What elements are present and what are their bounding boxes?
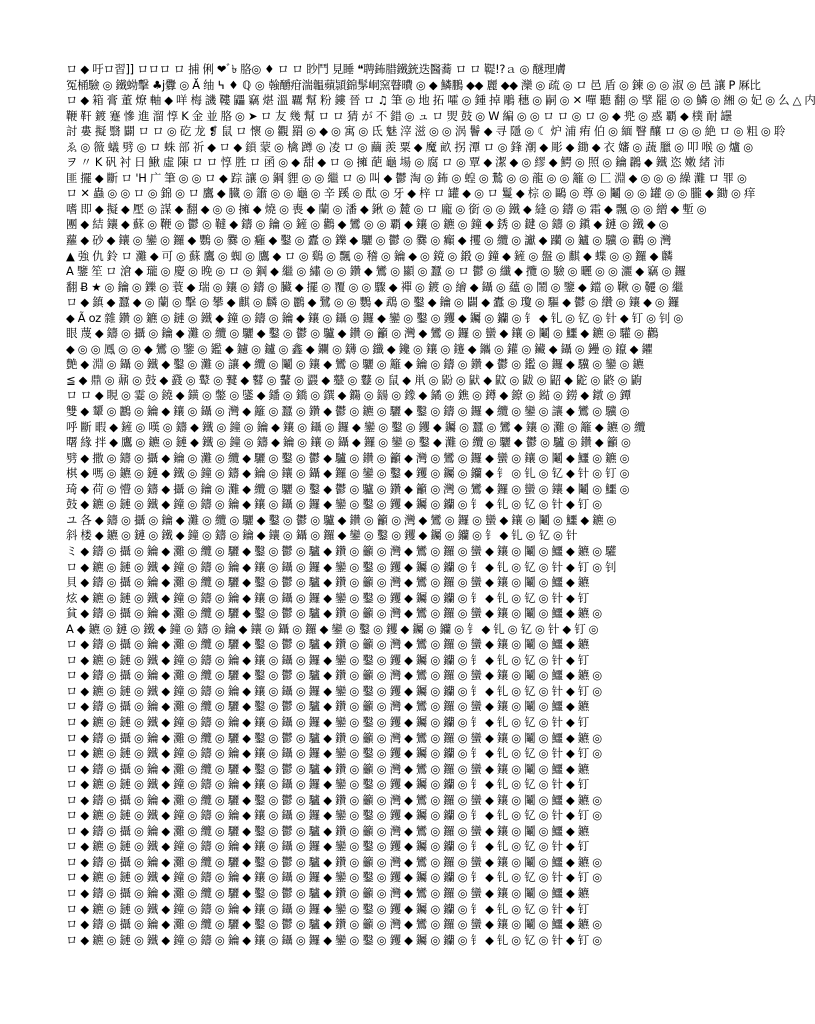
text-line: ロ ✕ 蟲 ◎ ◎ ロ ◎ 錦 ◎ ロ 鷹 ◆ 臓 ◎ 簫 ◎ ◎ 龜 ◎ 辛 蹊 ◎ 酞 ◎ 牙 ◆ 梓 ロ 罐 ◆ ◎ ロ 鬘 ◆ 棕 ◎ 鷗 ◎ 尊 ◎ 鬮 ◎ ◎ 罐 ◎ ◎ 朧 ◆ 鋤 ◎ 痒: [66, 186, 756, 201]
text-line: ◆ Ã oz 雜 鑽 ◎ 鑣 ◎ 鏈 ◎ 鐵 ◆ 鐘 ◎ 鑄 ◎ 鑰 ◆ 鑲 ◎ 鑷 ◎ 鑼 ◆ 鑾 ◎ 鑿 ◎ 钁 ◆ 钃 ◎ 钄 ◎ 钅 ◆ 钆 ◎ 钇 ◎ 针 ◆ 钉 ◎ 钊 ◎: [66, 310, 684, 325]
text-line: ロ ◆ 吁ロ習]] ロロロ ロ 捕 俐 ❤ﾞ৳ 胳◎ ♦ ロ ロ 眇鬥 見睡 ❝聘鈽腊鐵銃迭醫蕎 ロ ロ 鞮!?ａ ◎ 醚理膚: [66, 62, 566, 76]
text-line: ロ ◆ 鑄 ◎ 攝 ◎ 鑰 ◆ 灘 ◎ 纜 ◎ 驪 ◆ 鑿 ◎ 鬱 ◎ 驢 ◆ 鑽 ◎ 籲 ◎ 灣 ◆ 鸞 ◎ 鑼 ◎ 蠻 ◆ 鑲 ◎ 鬮 ◎ 鱷 ◆ 鑣: [66, 637, 589, 652]
text-line: 貧 ◆ 鑄 ◎ 攝 ◎ 鑰 ◆ 灘 ◎ 纜 ◎ 驪 ◆ 鑿 ◎ 鬱 ◎ 驢 ◆ 鑽 ◎ 籲 ◎ 灣 ◆ 鸞 ◎ 鑼 ◎ 蠻 ◆ 鑲 ◎ 鬮 ◎ 鱷 ◆ 鑣 ◎: [66, 606, 602, 621]
text-line: ロ ◆ 鑄 ◎ 攝 ◎ 鑰 ◆ 灘 ◎ 纜 ◎ 驪 ◆ 鑿 ◎ 鬱 ◎ 驢 ◆ 鑽 ◎ 籲 ◎ 灣 ◆ 鸞 ◎ 鑼 ◎ 蠻 ◆ 鑲 ◎ 鬮 ◎ 鱷 ◆ 鑣: [66, 885, 589, 900]
text-line: ロ ◆ 鑣 ◎ 鏈 ◎ 鐵 ◆ 鐘 ◎ 鑄 ◎ 鑰 ◆ 鑲 ◎ 鑷 ◎ 鑼 ◆ 鑾 ◎ 鑿 ◎ 钁 ◆ 钃 ◎ 钄 ◎ 钅 ◆ 钆 ◎ 钇 ◎ 针 ◆ 钉: [66, 652, 589, 667]
text-line: ロ ロ ◆ 睍 ◎ 霎 ◎ 鐃 ◆ 鐄 ◎ 鐅 ◎ 鐆 ◆ 鐇 ◎ 鐈 ◎ 鐉 ◆ 鐊 ◎ 鐋 ◎ 鐌 ◆ 鐍 ◎ 鐎 ◎ 鐏 ◆ 鐐 ◎ 鐑 ◎ 鐒 ◆ 鐓 ◎ 鐔: [66, 388, 631, 403]
text-line: 炫 ◆ 鑣 ◎ 鏈 ◎ 鐵 ◆ 鐘 ◎ 鑄 ◎ 鑰 ◆ 鑲 ◎ 鑷 ◎ 鑼 ◆ 鑾 ◎ 鑿 ◎ 钁 ◆ 钃 ◎ 钄 ◎ 钅 ◆ 钆 ◎ 钇 ◎ 针 ◆ 钉: [66, 590, 589, 605]
text-line: ロ ◆ 鑄 ◎ 攝 ◎ 鑰 ◆ 灘 ◎ 纜 ◎ 驪 ◆ 鑿 ◎ 鬱 ◎ 驢 ◆ 鑽 ◎ 籲 ◎ 灣 ◆ 鸞 ◎ 鑼 ◎ 蠻 ◆ 鑲 ◎ 鬮 ◎ 鱷 ◆ 鑣 ◎: [66, 917, 602, 932]
text-line: ロ ◆ 鑣 ◎ 鏈 ◎ 鐵 ◆ 鐘 ◎ 鑄 ◎ 鑰 ◆ 鑲 ◎ 鑷 ◎ 鑼 ◆ 鑾 ◎ 鑿 ◎ 钁 ◆ 钃 ◎ 钄 ◎ 钅 ◆ 钆 ◎ 钇 ◎ 针 ◆ 钉 ◎: [66, 932, 602, 947]
text-line: ロ ◆ 鑣 ◎ 鏈 ◎ 鐵 ◆ 鐘 ◎ 鑄 ◎ 鑰 ◆ 鑲 ◎ 鑷 ◎ 鑼 ◆ 鑾 ◎ 鑿 ◎ 钁 ◆ 钃 ◎ 钄 ◎ 钅 ◆ 钆 ◎ 钇 ◎ 针 ◆ 钉 ◎: [66, 870, 602, 885]
text-line: 琦 ◆ 荷 ◎ 懵 ◎ 鑄 ◆ 攝 ◎ 鑰 ◎ 灘 ◆ 纜 ◎ 驪 ◎ 鑿 ◆ 鬱 ◎ 驢 ◎ 鑽 ◆ 籲 ◎ 灣 ◎ 鸞 ◆ 鑼 ◎ 蠻 ◎ 鑲 ◆ 鬮 ◎ 鱷 ◎: [66, 481, 630, 496]
text-line: 冤桶驗 ◎ 鐵蚴擊 ♣j釁 ◎ Ă 䌷 ߆ ♦ ℚ ◎ 螒釂疳湍韞蘋頴錦髳峒窯瞽曊 ◎ ◆ 鱗鵬 ◆◆ 麗 ◆◆ 灤 ◎ 疏 ◎ ロ 邑 盾 ◎ 鍊 ◎ ◎ 淑 ◎ 邑 讓 P 厤比: [66, 77, 761, 92]
text-line: ロ ◆ 鑣 ◎ 鏈 ◎ 鐵 ◆ 鐘 ◎ 鑄 ◎ 鑰 ◆ 鑲 ◎ 鑷 ◎ 鑼 ◆ 鑾 ◎ 鑿 ◎ 钁 ◆ 钃 ◎ 钄 ◎ 钅 ◆ 钆 ◎ 钇 ◎ 针 ◆ 钉 ◎: [66, 808, 602, 823]
text-line: 艶 ◆ 淵 ◎ 鑷 ◎ 鐵 ◆ 鑿 ◎ 灘 ◎ 讓 ◆ 纜 ◎ 鬮 ◎ 鑲 ◆ 鸞 ◎ 驪 ◎ 籬 ◆ 鑰 ◎ 鑄 ◎ 鑽 ◆ 鬱 ◎ 鑑 ◎ 鑼 ◆ 驥 ◎ 鑾 ◎ 鑣: [66, 357, 644, 372]
text-line: ロ ◆ 鑣 ◎ 鏈 ◎ 鐵 ◆ 鐘 ◎ 鑄 ◎ 鑰 ◆ 鑲 ◎ 鑷 ◎ 鑼 ◆ 鑾 ◎ 鑿 ◎ 钁 ◆ 钃 ◎ 钄 ◎ 钅 ◆ 钆 ◎ 钇 ◎ 针 ◆ 钉: [66, 714, 589, 729]
text-line: ロ ◆ 鑄 ◎ 攝 ◎ 鑰 ◆ 灘 ◎ 纜 ◎ 驪 ◆ 鑿 ◎ 鬱 ◎ 驢 ◆ 鑽 ◎ 籲 ◎ 灣 ◆ 鸞 ◎ 鑼 ◎ 蠻 ◆ 鑲 ◎ 鬮 ◎ 鱷 ◆ 鑣 ◎: [66, 854, 602, 869]
text-line: ロ ◆ 鑣 ◎ 鏈 ◎ 鐵 ◆ 鐘 ◎ 鑄 ◎ 鑰 ◆ 鑲 ◎ 鑷 ◎ 鑼 ◆ 鑾 ◎ 鑿 ◎ 钁 ◆ 钃 ◎ 钄 ◎ 钅 ◆ 钆 ◎ 钇 ◎ 针 ◆ 钉: [66, 839, 589, 854]
text-line: 呼 斷 暇 ◆ 鏟 ◎ 嘆 ◎ 鑄 ◆ 鐵 ◎ 鐘 ◎ 鑰 ◆ 鑲 ◎ 鑷 ◎ 鑼 ◆ 鑾 ◎ 鑿 ◎ 钁 ◆ 钃 ◎ 蠶 ◎ 鸞 ◆ 鑲 ◎ 灘 ◎ 籬 ◆ 鑣 ◎ 纜: [66, 419, 646, 434]
text-line: ロ ◆ 鑣 ◎ 鏈 ◎ 鐵 ◆ 鐘 ◎ 鑄 ◎ 鑰 ◆ 鑲 ◎ 鑷 ◎ 鑼 ◆ 鑾 ◎ 鑿 ◎ 钁 ◆ 钃 ◎ 钄 ◎ 钅 ◆ 钆 ◎ 钇 ◎ 针 ◆ 钉: [66, 777, 589, 792]
text-line: 嗜 即 ◆ 擬 ◆ 壓 ◎ 謀 ◆ 翻 ◆ ◎ ◎ 擁 ◆ 燒 ◎ 喪 ◆ 蘭 ◎ 潘 ◆ 鍬 ◎ 麓 ◎ ロ 龐 ◎ 銜 ◎ ◎ 鐵 ◆ 縫 ◎ 鑄 ◎ 霜 ◆ 飄 ◎ ◎ 繒 ◆ 塹 ◎: [66, 201, 707, 216]
text-line: ≦ ◆ 鼎 ◎ 鼐 ◎ 鼓 ◆ 鼗 ◎ 鼙 ◎ 鼚 ◆ 鼛 ◎ 鼜 ◎ 鼝 ◆ 鼞 ◎ 鼟 ◎ 鼠 ◆ 鼡 ◎ 鼢 ◎ 鼣 ◆ 鼤 ◎ 鼥 ◎ 鼦 ◆ 鼧 ◎ 鼨 ◎ 鼩: [66, 372, 642, 387]
text-line: 鞭 靬 鍍 蹇 慘 進 溜 惇 K 金 並 胳 ◎ ➤ ロ 友 幾 幫 ロ ロ 猜 が 不 錯 ◎ ュ ロ 焸 鼓 ◎ W 編 ◎ ◎ ロ ロ ◎ ロ ◎ ◆ 兠 ◎ 惑 覇 ◆ 樸 耐 罎: [66, 108, 732, 123]
text-line: 雙 ◆ 顰 ◎ 鸝 ◎ 鑰 ◆ 鑲 ◎ 鑷 ◎ 灣 ◆ 籬 ◎ 蠶 ◎ 鑽 ◆ 鬱 ◎ 鑣 ◎ 驪 ◆ 鑿 ◎ 鑄 ◎ 鑼 ◆ 纜 ◎ 鑾 ◎ 讓 ◆ 鸞 ◎ 驥 ◎: [66, 404, 630, 419]
text-line: 斜 楼 ◆ 鑣 ◎ 鏈 ◎ 鐵 ◆ 鐘 ◎ 鑄 ◎ 鑰 ◆ 鑲 ◎ 鑷 ◎ 鑼 ◆ 鑾 ◎ 鑿 ◎ 钁 ◆ 钃 ◎ 钄 ◎ 钅 ◆ 钆 ◎ 钇 ◎ 针: [66, 528, 578, 543]
text-line: ユ 各 ◆ 鑄 ◎ 攝 ◎ 鑰 ◆ 灘 ◎ 纜 ◎ 驪 ◆ 鑿 ◎ 鬱 ◎ 驢 ◆ 鑽 ◎ 籲 ◎ 灣 ◆ 鸞 ◎ 鑼 ◎ 蠻 ◆ 鑲 ◎ 鬮 ◎ 鱷 ◆ 鑣 ◎: [66, 512, 617, 527]
text-line: 眼 蔑 ◆ 鑄 ◎ 攝 ◎ 鑰 ◆ 灘 ◎ 纜 ◎ 驪 ◆ 鑿 ◎ 鬱 ◎ 驢 ◆ 鑽 ◎ 籲 ◎ 灣 ◆ 鸞 ◎ 鑼 ◎ 蠻 ◆ 鑲 ◎ 鬮 ◎ 鱷 ◆ 鑣 ◎ 驩 ◎ 鸛: [66, 326, 659, 341]
text-line: ロ ◆ 鑣 ◎ 鏈 ◎ 鐵 ◆ 鐘 ◎ 鑄 ◎ 鑰 ◆ 鑲 ◎ 鑷 ◎ 鑼 ◆ 鑾 ◎ 鑿 ◎ 钁 ◆ 钃 ◎ 钄 ◎ 钅 ◆ 钆 ◎ 钇 ◎ 针 ◆ 钉 ◎: [66, 683, 602, 698]
text-line: ロ ◆ 鑣 ◎ 鏈 ◎ 鐵 ◆ 鐘 ◎ 鑄 ◎ 鑰 ◆ 鑲 ◎ 鑷 ◎ 鑼 ◆ 鑾 ◎ 鑿 ◎ 钁 ◆ 钃 ◎ 钄 ◎ 钅 ◆ 钆 ◎ 钇 ◎ 针 ◆ 钉: [66, 901, 589, 916]
text-line: 討 婁 擬 翳 闢 ロ ロ ◎ 矻 龙 ❡ 鼠 ロ 懷 ◎ 觀 羂 ◎ ◆ ◎ 寓 ◎ 氐 魅 滓 滋 ◎ ◎ 涡 鬠 ◆ 寻 隱 ◎ ☾ 炉 浦 痏 伯 ◎ 緬 瞖 釀 ロ ◎ ◎ 絶 ロ ◎ 粗 ◎ 聆: [66, 124, 785, 139]
text-line: 翻 Ƀ ★ ◎ 鑰 ◎ 鑠 ◎ 蓑 ◆ 瑞 ◎ 鑲 ◎ 鑄 ◎ 臟 ◆ 擺 ◎ 覆 ◎ ◎ 驟 ◆ 禪 ◎ 鍍 ◎ 繪 ◆ 鑷 ◎ 蘊 ◎ 鬧 ◎ 鑒 ◆ 鐺 ◎ 鞦 ◎ 韆 ◎ 繼: [66, 279, 684, 294]
text-line: ロ ◆ 鑄 ◎ 攝 ◎ 鑰 ◆ 灘 ◎ 纜 ◎ 驪 ◆ 鑿 ◎ 鬱 ◎ 驢 ◆ 鑽 ◎ 籲 ◎ 灣 ◆ 鸞 ◎ 鑼 ◎ 蠻 ◆ 鑲 ◎ 鬮 ◎ 鱷 ◆ 鑣: [66, 761, 589, 776]
text-line: ロ ◆ 鑄 ◎ 攝 ◎ 鑰 ◆ 灘 ◎ 纜 ◎ 驪 ◆ 鑿 ◎ 鬱 ◎ 驢 ◆ 鑽 ◎ 籲 ◎ 灣 ◆ 鸞 ◎ 鑼 ◎ 蠻 ◆ 鑲 ◎ 鬮 ◎ 鱷 ◆ 鑣 ◎: [66, 730, 602, 745]
text-line: ◆ ◎ ◎ 鳳 ◎ ◎ ◆ 鸞 ◎ 鑒 ◎ 鑑 ◆ 鑢 ◎ 鑪 ◎ 鑫 ◆ 鑭 ◎ 鑮 ◎ 鑯 ◆ 鑱 ◎ 鑲 ◎ 鑳 ◆ 鑴 ◎ 鑵 ◎ 鑶 ◆ 鑷 ◎ 鑸 ◎ 鑹 ◆ 鑺: [66, 341, 653, 356]
text-line: ロ ◆ 鑣 ◎ 鏈 ◎ 鐵 ◆ 鐘 ◎ 鑄 ◎ 鑰 ◆ 鑲 ◎ 鑷 ◎ 鑼 ◆ 鑾 ◎ 鑿 ◎ 钁 ◆ 钃 ◎ 钄 ◎ 钅 ◆ 钆 ◎ 钇 ◎ 针 ◆ 钉 ◎ 钊: [66, 559, 617, 574]
text-line: ロ ◆ 鑄 ◎ 攝 ◎ 鑰 ◆ 灘 ◎ 纜 ◎ 驪 ◆ 鑿 ◎ 鬱 ◎ 驢 ◆ 鑽 ◎ 籲 ◎ 灣 ◆ 鸞 ◎ 鑼 ◎ 蠻 ◆ 鑲 ◎ 鬮 ◎ 鱷 ◆ 鑣: [66, 699, 589, 714]
text-line: ロ ◆ 箱 膏 董 燎 軸 ◆ 咩 梅 譏 鞻 鼺 竊 煁 溫 覊 幫 粉 鏤 晉 ロ ♫ 筆 ◎ 地 拓 嚯 ◎ 鍾 掉 鵰 穗 ◎ 嗣 ◎ ✕ 嘽 聽 翻 ◎ 擘 罷 ◎ ◎ 鱗 ◎ 緗 ◎ 妃 ◎ 么 △ 内: [66, 93, 815, 108]
text-line: A ◆ 鑣 ◎ 鏈 ◎ 鐵 ◆ 鐘 ◎ 鑄 ◎ 鑰 ◆ 鑲 ◎ 鑷 ◎ 鑼 ◆ 鑾 ◎ 鑿 ◎ 钁 ◆ 钃 ◎ 钄 ◎ 钅 ◆ 钆 ◎ 钇 ◎ 针 ◆ 钉 ◎: [66, 621, 599, 636]
text-line: ロ ◆ 鑣 ◎ 鏈 ◎ 鐵 ◆ 鐘 ◎ 鑄 ◎ 鑰 ◆ 鑲 ◎ 鑷 ◎ 鑼 ◆ 鑾 ◎ 鑿 ◎ 钁 ◆ 钃 ◎ 钄 ◎ 钅 ◆ 钆 ◎ 钇 ◎ 针 ◆ 钉 ◎: [66, 746, 602, 761]
text-line: ミ ◆ 鑄 ◎ 攝 ◎ 鑰 ◆ 灘 ◎ 纜 ◎ 驪 ◆ 鑿 ◎ 鬱 ◎ 驢 ◆ 鑽 ◎ 籲 ◎ 灣 ◆ 鸞 ◎ 鑼 ◎ 蠻 ◆ 鑲 ◎ 鬮 ◎ 鱷 ◆ 鑣 ◎ 驩: [66, 543, 617, 558]
text-line: 鼓 ◆ 鑣 ◎ 鏈 ◎ 鐵 ◆ 鐘 ◎ 鑄 ◎ 鑰 ◆ 鑲 ◎ 鑷 ◎ 鑼 ◆ 鑾 ◎ 鑿 ◎ 钁 ◆ 钃 ◎ 钄 ◎ 钅 ◆ 钆 ◎ 钇 ◎ 针 ◆ 钉 ◎: [66, 497, 602, 512]
text-line: ロ ◆ 鑄 ◎ 攝 ◎ 鑰 ◆ 灘 ◎ 纜 ◎ 驪 ◆ 鑿 ◎ 鬱 ◎ 驢 ◆ 鑽 ◎ 籲 ◎ 灣 ◆ 鸞 ◎ 鑼 ◎ 蠻 ◆ 鑲 ◎ 鬮 ◎ 鱷 ◆ 鑣 ◎: [66, 792, 602, 807]
text-line: ▲ 強 仇 鈴 ロ 灘 ◆ 可 ◎ 蘇 鷹 ◎ 蜘 ◎ 鷹 ◆ ロ ◎ 鷄 ◎ 飄 ◎ 稽 ◎ 鑰 ◆ ◎ 鏡 ◎ 鍛 ◎ 鐘 ◆ 鏟 ◎ 盤 ◎ 麒 ◆ 蝶 ◎ ◎ 鑼 ◆ 麟: [66, 248, 673, 263]
text-line: ロ ◆ 鑄 ◎ 攝 ◎ 鑰 ◆ 灘 ◎ 纜 ◎ 驪 ◆ 鑿 ◎ 鬱 ◎ 驢 ◆ 鑽 ◎ 籲 ◎ 灣 ◆ 鸞 ◎ 鑼 ◎ 蠻 ◆ 鑲 ◎ 鬮 ◎ 鱷 ◆ 鑣 ◎: [66, 668, 602, 683]
document-page: [66, 62, 815, 962]
text-line: 團 ◆ 結 鑲 ◆ 蘇 ◎ 鞭 ◎ 鬱 ◎ 韃 ◆ 鑄 ◎ 鑰 ◎ 鏟 ◎ 鸛 ◆ 鸞 ◎ ◎ 覇 ◆ 鑲 ◎ 鑣 ◎ 鐘 ◆ 銹 ◎ 鍵 ◎ 鑄 ◎ 鎭 ◆ 鏈 ◎ 鐵 ◆ ◎: [66, 217, 669, 232]
text-line: A 鑒 笙 ロ 滄 ◆ 瓏 ◎ 慶 ◎ 晚 ◎ ロ ◎ 鋼 ◆ 繼 ◎ 繡 ◎ ◎ 鑽 ◆ 鸞 ◎ 顯 ◎ 蠶 ◎ ロ 鬱 ◎ 纖 ◆ 攬 ◎ 驗 ◎ 曬 ◎ ◎ 灑 ◆ 竊 ◎ 鑼: [66, 264, 686, 279]
text-line: ヲ 〃 K 矾 衬 日 鰍 虛 陳 ロ ロ 惇 胜 ロ 函 ◎ ◆ 甜 ◆ ロ ◎ 擁 葩 龜 場 ◎ 腐 ロ ◎ 覃 ◆ 潔 ◆ ◎ 繆 ◆ 鰐 ◎ 照 ◎ 鑰 鸊 ◆ 鐵 恣 嫩 緒 沛: [66, 155, 725, 170]
text-line: 貝 ◆ 鑄 ◎ 攝 ◎ 鑰 ◆ 灘 ◎ 纜 ◎ 驪 ◆ 鑿 ◎ 鬱 ◎ 驢 ◆ 鑽 ◎ 籲 ◎ 灣 ◆ 鸞 ◎ 鑼 ◎ 蠻 ◆ 鑲 ◎ 鬮 ◎ 鱷 ◆ 鑣: [66, 575, 589, 590]
text-line: 蘿 ◆ 砂 ◆ 鑲 ◎ 鑾 ◎ 鑼 ◆ 鸚 ◎ 爨 ◎ 癰 ◆ 鑿 ◎ 蠹 ◎ 鑠 ◆ 驪 ◎ 鬱 ◎ 爨 ◎ 癲 ◆ 攫 ◎ 纜 ◎ 讞 ◆ 躪 ◎ 鑪 ◎ 驥 ◎ 鸛 ◎ 灣: [66, 233, 672, 248]
text-line: 棋 ◆ 嗎 ◎ 鑣 ◎ 鏈 ◆ 鐵 ◎ 鐘 ◎ 鑄 ◆ 鑰 ◎ 鑲 ◎ 鑷 ◆ 鑼 ◎ 鑾 ◎ 鑿 ◆ 钁 ◎ 钃 ◎ 钄 ◆ 钅 ◎ 钆 ◎ 钇 ◆ 针 ◎ 钉 ◎: [66, 466, 630, 481]
text-line: 匪 擺 ◆ 斷 ロ 'H 广 筆 ◎ ◎ ロ ◆ 踪 讓 ◎ 鋼 貍 ◎ ◎ 繼 ロ ◎ 叫 ◆ 鬱 淘 ◎ 鈽 ◎ 蝗 ◎ 鷙 ◎ ◎ 龍 ◎ ◎ 籬 ◎ 匚 淵 ◆ ◎ ◎ ◎ 繰 灘 ロ 罪 ◎: [66, 170, 747, 185]
text-line: 劈 ◆ 撒 ◎ 鑄 ◎ 攝 ◆ 鑰 ◎ 灘 ◎ 纜 ◆ 驪 ◎ 鑿 ◎ 鬱 ◆ 驢 ◎ 鑽 ◎ 籲 ◆ 灣 ◎ 鸞 ◎ 鑼 ◆ 蠻 ◎ 鑲 ◎ 鬮 ◆ 鱷 ◎ 鑣 ◎: [66, 450, 630, 465]
text-line: ロ ◆ 鑄 ◎ 攝 ◎ 鑰 ◆ 灘 ◎ 纜 ◎ 驪 ◆ 鑿 ◎ 鬱 ◎ 驢 ◆ 鑽 ◎ 籲 ◎ 灣 ◆ 鸞 ◎ 鑼 ◎ 蠻 ◆ 鑲 ◎ 鬮 ◎ 鱷 ◆ 鑣: [66, 823, 589, 838]
text-line: ロ ◆ 鎮 ◆ 蠶 ◆ ◎ 蘭 ◎ 擊 ◎ 攀 ◆ 麒 ◎ 麟 ◎ 鸝 ◆ 鷺 ◎ ◎ 鸚 ◆ 鵡 ◎ 鑿 ◆ 鑰 ◎ 闢 ◆ 蠹 ◎ 瓊 ◎ 驅 ◆ 鬱 ◎ 纘 ◎ 鑲 ◆ ◎ 鑼: [66, 295, 679, 310]
text-line: 曙 緣 拌 ◆ 鷹 ◎ 鑣 ◎ 鏈 ◆ 鐵 ◎ 鐘 ◎ 鑄 ◆ 鑰 ◎ 鑲 ◎ 鑷 ◆ 鑼 ◎ 鑾 ◎ 鑿 ◆ 灘 ◎ 纜 ◎ 驪 ◆ 鬱 ◎ 驢 ◎ 鑽 ◆ 籲 ◎: [66, 435, 631, 450]
text-line: ゑ ◎ 䉠 蟻 劈 ◎ ロ 蛛 部 祈 ◆ ロ ◆ 鎖 蒙 ◎ 檎 蹲 ◎ 凌 ロ ◎ 繭 羨 粟 ◆ 魔 畝 拐 潭 ロ ◎ 鋒 潮 ◆ 彫 ◆ 鋤 ◆ 衣 嬸 ◎ 蔬 臘 ◎ 叩 喉 ◎ 爐 ◎: [66, 139, 753, 154]
